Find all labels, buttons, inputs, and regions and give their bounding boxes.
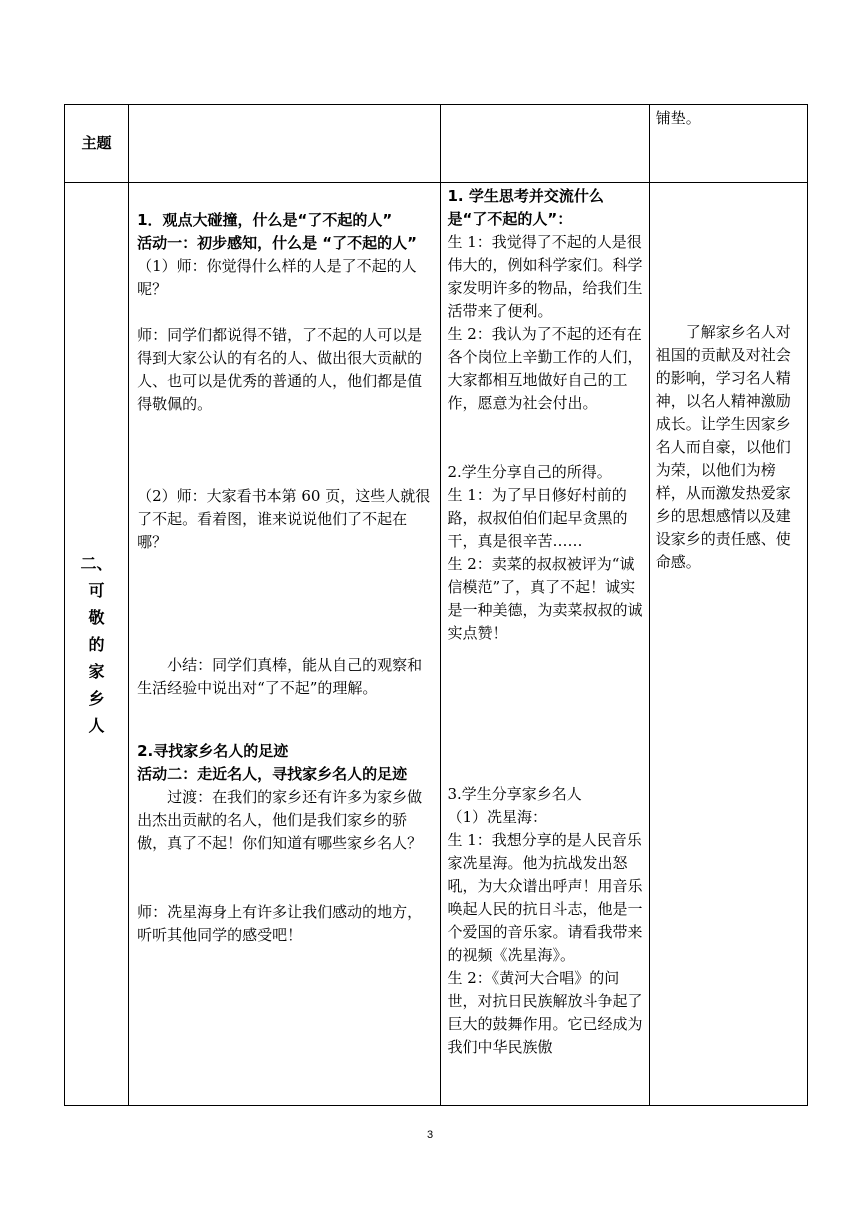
section-title-cell [65,183,129,1106]
student-activity-cell [441,183,649,1106]
student-heading-2: 2.学生分享自己的所得。 [447,463,612,481]
student-answer-1: 生 1：我觉得了不起的人是很伟大的，例如科学家们。科学家发明许多的物品，给我们生活带来了便利。 [447,233,643,320]
student-heading-3: 3.学生分享家乡名人 [447,785,582,803]
student-answer-4: 生 2：卖菜的叔叔被评为“诚信模范”了，真了不起！诚实是一种美德，为卖菜叔叔的诚实点赞！ [447,555,643,642]
teacher-summary-1: 师：同学们都说得不错，了不起的人可以是得到大家公认的有名的人、做出很大贡献的人、也可以是优秀的普通的人，他们都是值得敬佩的。 [137,326,423,413]
teacher-question-2: （2）师：大家看书本第 60 页，这些人就很了不起。看着图，谁来说说他们了不起在哪？ [137,487,431,551]
teacher-heading-2: 2.寻找家乡名人的足迹 [137,742,289,760]
student-subheading: （1）冼星海： [447,808,548,826]
theme-label-cell [65,105,129,183]
student-heading-1: 1. 学生思考并交流什么是“了不起的人”： [447,187,604,228]
student-answer-2: 生 2：我认为了不起的还有在各个岗位上辛勤工作的人们，大家都相互地做好自己的工作，愿意为社会付出。 [447,325,643,412]
teacher-heading-1: 1．观点大碰撞，什么是“了不起的人” [137,211,393,229]
teacher-question-1: （1）师：你觉得什么样的人是了不起的人呢？ [137,257,417,298]
page-number: 3 [426,1129,434,1141]
student-answer-3: 生 1：为了早日修好村前的路，叔叔伯伯们起早贪黑的干，真是很辛苦…… [447,486,628,550]
activity-one-heading: 活动一：初步感知，什么是 “了不起的人” [137,234,418,252]
theme-teacher-cell [129,105,441,183]
table-row-section [65,183,808,1106]
teacher-prompt: 师：冼星海身上有许多让我们感动的地方，听听其他同学的感受吧！ [137,903,423,944]
activity-two-heading: 活动二：走近名人，寻找家乡名人的足迹 [137,765,408,783]
student-answer-5: 生 1：我想分享的是人民音乐家冼星海。他为抗战发出怒吼，为大众谱出呼声！用音乐唤起人民的抗日斗志，他是一个爱国的音乐家。请看我带来的视频《冼星海》。 [447,831,643,964]
theme-intent-text: 铺垫。 [655,109,701,127]
theme-student-cell [441,105,649,183]
teacher-activity-cell [129,183,441,1106]
teacher-conclusion: 小结：同学们真棒，能从自己的观察和生活经验中说出对“了不起”的理解。 [137,656,423,697]
section-title: 二、 可 敬 的 家 乡 人 [80,553,113,735]
design-intent-cell [649,183,807,1106]
student-answer-6: 生 2：《黄河大合唱》的问世，对抗日民族解放斗争起了巨大的鼓舞作用。它已经成为我们中华民族傲 [447,969,643,1056]
theme-label: 主题 [81,134,112,152]
theme-intent-cell [649,105,807,183]
teacher-transition: 过渡：在我们的家乡还有许多为家乡做出杰出贡献的名人，他们是我们家乡的骄傲，真了不起！你们知道有哪些家乡名人？ [137,788,423,852]
design-intent-text: 了解家乡名人对祖国的贡献及对社会的影响，学习名人精神，以名人精神激励成长。让学生因家乡名人而自豪，以他们为荣，以他们为榜样，从而激发热爱家乡的思想感情以及建设家乡的责任感、使命感。 [655,323,791,571]
table-row-theme [65,105,808,183]
lesson-plan-table [64,104,808,1106]
